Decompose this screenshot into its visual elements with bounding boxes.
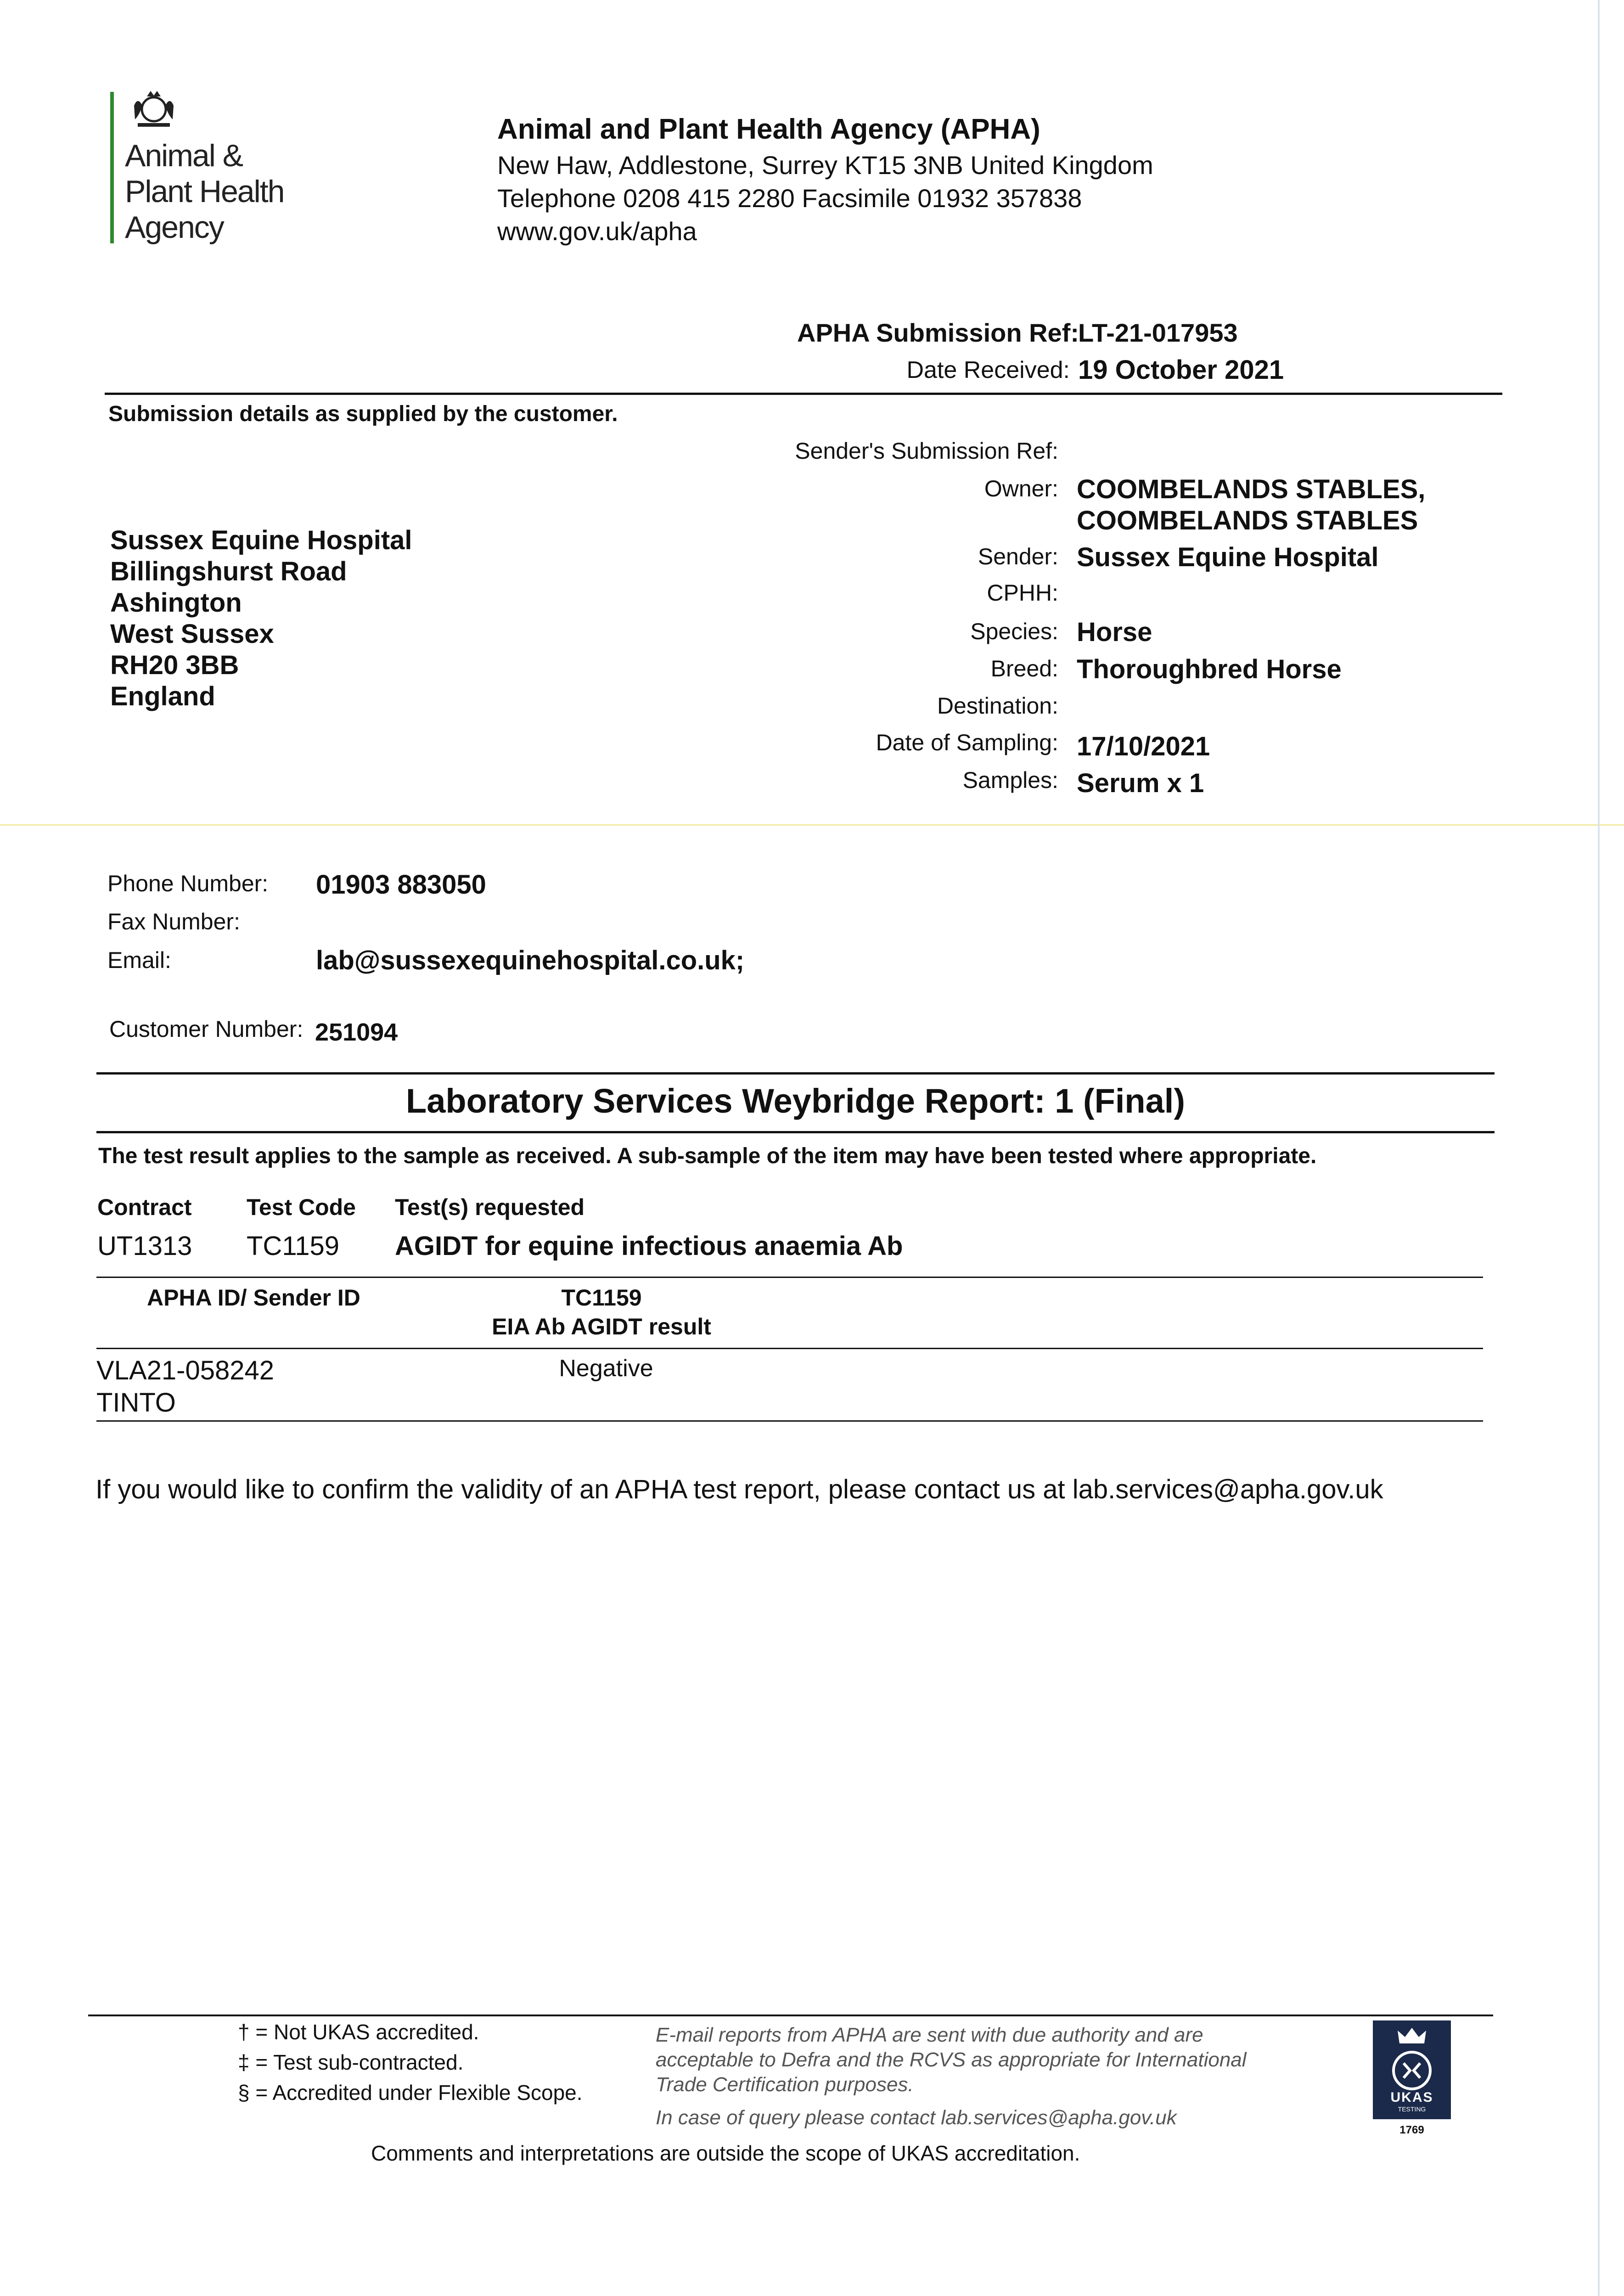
address-line: RH20 3BB (110, 650, 239, 680)
divider-line (105, 393, 1502, 395)
address-line: Sussex Equine Hospital (110, 525, 412, 555)
legend-not-accredited: † = Not UKAS accredited. (238, 2020, 479, 2044)
address-line: West Sussex (110, 619, 274, 649)
result-desc-header: EIA Ab AGIDT result (492, 1314, 711, 1339)
tests-requested-header: Test(s) requested (395, 1194, 585, 1220)
owner-label: Owner: (984, 476, 1058, 501)
destination-label: Destination: (937, 693, 1058, 719)
species-label: Species: (970, 619, 1058, 644)
breed-value: Thoroughbred Horse (1077, 654, 1342, 684)
contract-value: UT1313 (97, 1231, 192, 1261)
email-label: Email: (107, 947, 171, 973)
comments-note: Comments and interpretations are outside the scope of UKAS accreditation. (371, 2141, 1080, 2165)
submission-details-note: Submission details as supplied by the customer. (108, 402, 618, 426)
sender-ref-label: Sender's Submission Ref: (795, 438, 1058, 464)
divider-line (96, 1131, 1495, 1133)
footer-rule (88, 2015, 1493, 2016)
date-received-value: 19 October 2021 (1078, 355, 1284, 385)
email-note (656, 2023, 1247, 2097)
agency-phone-fax: Telephone 0208 415 2280 Facsimile 01932 357838 (497, 184, 1082, 213)
sender-label: Sender: (978, 544, 1058, 569)
agency-header (497, 110, 1153, 248)
sender-id: TINTO (96, 1388, 176, 1418)
result-id-header: APHA ID/ Sender ID (147, 1285, 360, 1311)
table-rule (96, 1420, 1483, 1422)
samples-value: Serum x 1 (1077, 768, 1204, 798)
email-note-line: Trade Certification purposes. (656, 2073, 914, 2096)
submission-ref-label: APHA Submission Ref: (797, 318, 1079, 347)
agency-address: New Haw, Addlestone, Surrey KT15 3NB United Kingdom (497, 151, 1153, 180)
tests-requested-value: AGIDT for equine infectious anaemia Ab (395, 1231, 903, 1261)
sender-value: Sussex Equine Hospital (1077, 542, 1379, 572)
logo-accent-bar (110, 92, 114, 243)
breed-label: Breed: (990, 656, 1058, 681)
apha-id: VLA21-058242 (96, 1356, 274, 1385)
owner-value-2: COOMBELANDS STABLES (1077, 506, 1418, 535)
query-note: In case of query please contact lab.services@apha.gov.uk (656, 2106, 1177, 2129)
agency-web[interactable]: www.gov.uk/apha (497, 217, 697, 246)
result-id-cell (96, 1355, 274, 1419)
owner-value-1: COOMBELANDS STABLES, (1077, 474, 1426, 504)
test-code-header: Test Code (247, 1194, 356, 1220)
table-rule (96, 1348, 1483, 1349)
logo-line-3: Agency (125, 210, 224, 245)
samples-label: Samples: (962, 767, 1058, 793)
email-note-line: acceptable to Defra and the RCVS as appropriate for International (656, 2048, 1247, 2071)
customer-number-label: Customer Number: (109, 1016, 303, 1042)
species-value: Horse (1077, 617, 1152, 647)
fax-label: Fax Number: (107, 909, 240, 934)
royal-crest-icon (129, 87, 179, 129)
agency-logo (110, 87, 321, 253)
fold-line (0, 824, 1624, 826)
customer-address (110, 525, 412, 712)
cphh-label: CPHH: (987, 580, 1058, 606)
test-code-value: TC1159 (247, 1231, 340, 1261)
customer-number-value: 251094 (315, 1019, 398, 1046)
sampling-date-value: 17/10/2021 (1077, 732, 1210, 761)
phone-label: Phone Number: (107, 871, 269, 896)
validity-note: If you would like to confirm the validity of an APHA test report, please contact us at lab.services@apha.gov.uk (96, 1474, 1383, 1504)
applies-note: The test result applies to the sample as received. A sub-sample of the item may have been tested where appropriate. (98, 1144, 1317, 1168)
address-line: England (110, 681, 215, 711)
result-value: Negative (559, 1355, 653, 1382)
sampling-date-label: Date of Sampling: (876, 730, 1058, 755)
address-line: Billingshurst Road (110, 557, 347, 586)
contract-header: Contract (97, 1194, 192, 1220)
ukas-tick-icon (1391, 2049, 1433, 2092)
ukas-label: UKAS (1390, 2090, 1433, 2105)
email-value[interactable]: lab@sussexequinehospital.co.uk; (316, 945, 745, 975)
address-line: Ashington (110, 588, 242, 618)
footer-legend (238, 2017, 583, 2108)
legend-sub-contracted: ‡ = Test sub-contracted. (238, 2050, 464, 2074)
divider-line (96, 1072, 1495, 1075)
report-title: Laboratory Services Weybridge Report: 1 (Final) (406, 1082, 1185, 1120)
submission-ref-value: LT-21-017953 (1078, 318, 1238, 347)
ukas-number: 1769 (1399, 2124, 1424, 2136)
edge-line (1598, 0, 1600, 2296)
legend-flexible-scope: § = Accredited under Flexible Scope. (238, 2081, 583, 2105)
email-note-line: E-mail reports from APHA are sent with due authority and are (656, 2024, 1203, 2046)
logo-line-2: Plant Health (125, 174, 284, 209)
table-rule (96, 1277, 1483, 1278)
ukas-sub-label: TESTING (1398, 2105, 1426, 2113)
result-code-header: TC1159 (561, 1285, 642, 1311)
date-received-label: Date Received: (906, 357, 1070, 383)
phone-value: 01903 883050 (316, 870, 486, 900)
ukas-crown-icon (1396, 2025, 1428, 2046)
logo-line-1: Animal & (125, 138, 243, 173)
agency-name: Animal and Plant Health Agency (APHA) (497, 113, 1040, 145)
ukas-mark (1373, 2020, 1451, 2119)
